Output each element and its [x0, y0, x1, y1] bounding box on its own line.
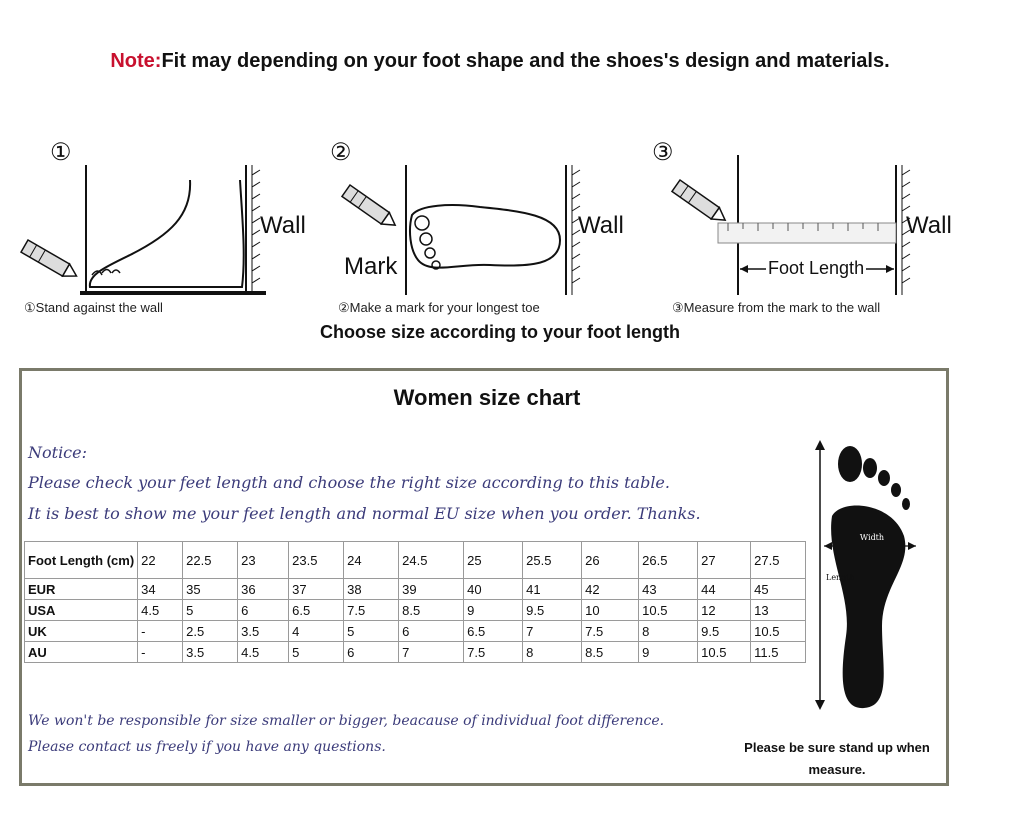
- step-2-number: ②: [330, 139, 352, 166]
- choose-size-heading: Choose size according to your foot length: [319, 322, 681, 342]
- table-cell: 26.5: [639, 542, 698, 579]
- step-3-caption: ③Measure from the mark to the wall: [672, 300, 881, 315]
- table-cell: 34: [138, 579, 183, 600]
- table-cell: 10: [582, 600, 639, 621]
- notice-line-1: Please check your feet length and choose the right size according to this table.: [28, 473, 670, 492]
- note-prefix: Note:: [110, 50, 162, 72]
- table-cell: 9: [464, 600, 523, 621]
- table-cell: 7.5: [582, 621, 639, 642]
- table-cell: 4: [289, 621, 344, 642]
- table-cell: 45: [751, 579, 806, 600]
- table-cell: 7.5: [464, 642, 523, 663]
- table-cell: 27: [698, 542, 751, 579]
- note-text: Fit may depending on your foot shape and the shoes's design and materials.: [161, 50, 890, 72]
- table-cell: 24.5: [399, 542, 464, 579]
- table-cell: 9.5: [523, 600, 582, 621]
- step-3-illustration: [648, 135, 968, 325]
- table-cell: 6: [238, 600, 289, 621]
- table-cell: 38: [344, 579, 399, 600]
- table-cell: 27.5: [751, 542, 806, 579]
- table-row: [25, 579, 806, 600]
- table-cell: 3.5: [238, 621, 289, 642]
- step-2-caption: ②Make a mark for your longest toe: [338, 300, 540, 315]
- footer-line-2: Please contact us freely if you have any questions.: [28, 739, 386, 755]
- table-cell: 40: [464, 579, 523, 600]
- fit-note: [0, 50, 1000, 73]
- row-label: EUR: [25, 579, 138, 600]
- table-cell: 10.5: [639, 600, 698, 621]
- table-cell: 6.5: [464, 621, 523, 642]
- chart-title: Women size chart: [393, 385, 581, 410]
- step-2-illustration: [330, 135, 630, 325]
- table-cell: 42: [582, 579, 639, 600]
- table-cell: 23: [238, 542, 289, 579]
- table-cell: 10.5: [751, 621, 806, 642]
- table-cell: 7: [523, 621, 582, 642]
- table-cell: 4.5: [138, 600, 183, 621]
- table-cell: 11.5: [751, 642, 806, 663]
- table-cell: 9.5: [698, 621, 751, 642]
- table-cell: 36: [238, 579, 289, 600]
- table-cell: 2.5: [183, 621, 238, 642]
- table-cell: 24: [344, 542, 399, 579]
- table-cell: 9: [639, 642, 698, 663]
- step-3-wall-label: Wall: [906, 212, 952, 239]
- table-cell: 8.5: [582, 642, 639, 663]
- row-label: UK: [25, 621, 138, 642]
- table-cell: 44: [698, 579, 751, 600]
- step-3-number: ③: [652, 139, 674, 166]
- table-row: [25, 542, 806, 579]
- table-cell: 3.5: [183, 642, 238, 663]
- table-row: [25, 600, 806, 621]
- notice-line-2: It is best to show me your feet length and normal EU size when you order. Thanks.: [28, 504, 701, 523]
- step-1-number: ①: [50, 139, 72, 166]
- row-label: AU: [25, 642, 138, 663]
- step-1-illustration: [20, 135, 320, 325]
- stand-up-note: Please be sure stand up when measure.: [744, 740, 930, 777]
- table-cell: 7.5: [344, 600, 399, 621]
- figure-length-label: Length: [826, 573, 855, 582]
- table-cell: 5: [183, 600, 238, 621]
- table-cell: 41: [523, 579, 582, 600]
- step-2-mark-label: Mark: [344, 253, 398, 280]
- table-cell: 6: [344, 642, 399, 663]
- foot-measurement-icon: [812, 436, 922, 716]
- figure-width-label: Width: [859, 533, 885, 542]
- step-1-caption: ①Stand against the wall: [24, 300, 163, 315]
- row-label: Foot Length (cm): [25, 542, 138, 579]
- notice-label: Notice:: [28, 443, 87, 462]
- table-cell: 43: [639, 579, 698, 600]
- table-cell: 37: [289, 579, 344, 600]
- table-cell: 22: [138, 542, 183, 579]
- row-label: USA: [25, 600, 138, 621]
- table-cell: 26: [582, 542, 639, 579]
- table-cell: 39: [399, 579, 464, 600]
- table-cell: -: [138, 621, 183, 642]
- table-cell: 8.5: [399, 600, 464, 621]
- table-cell: 35: [183, 579, 238, 600]
- table-cell: 4.5: [238, 642, 289, 663]
- size-chart: [19, 368, 949, 786]
- step-3-foot-length-label: Foot Length: [768, 258, 865, 278]
- table-cell: 5: [344, 621, 399, 642]
- table-cell: 13: [751, 600, 806, 621]
- table-row: [25, 621, 806, 642]
- step-1-wall-label: Wall: [260, 212, 306, 239]
- table-cell: 12: [698, 600, 751, 621]
- table-row: [25, 642, 806, 663]
- table-cell: 25: [464, 542, 523, 579]
- table-cell: 6.5: [289, 600, 344, 621]
- table-cell: 23.5: [289, 542, 344, 579]
- size-table: [24, 541, 806, 663]
- table-cell: 10.5: [698, 642, 751, 663]
- table-cell: 7: [399, 642, 464, 663]
- footer-line-1: We won't be responsible for size smaller or bigger, beacause of individual foot difference.: [28, 713, 665, 729]
- table-cell: 5: [289, 642, 344, 663]
- table-cell: 8: [639, 621, 698, 642]
- table-cell: 8: [523, 642, 582, 663]
- table-cell: 22.5: [183, 542, 238, 579]
- table-cell: 25.5: [523, 542, 582, 579]
- table-cell: -: [138, 642, 183, 663]
- table-cell: 6: [399, 621, 464, 642]
- step-2-wall-label: Wall: [578, 212, 624, 239]
